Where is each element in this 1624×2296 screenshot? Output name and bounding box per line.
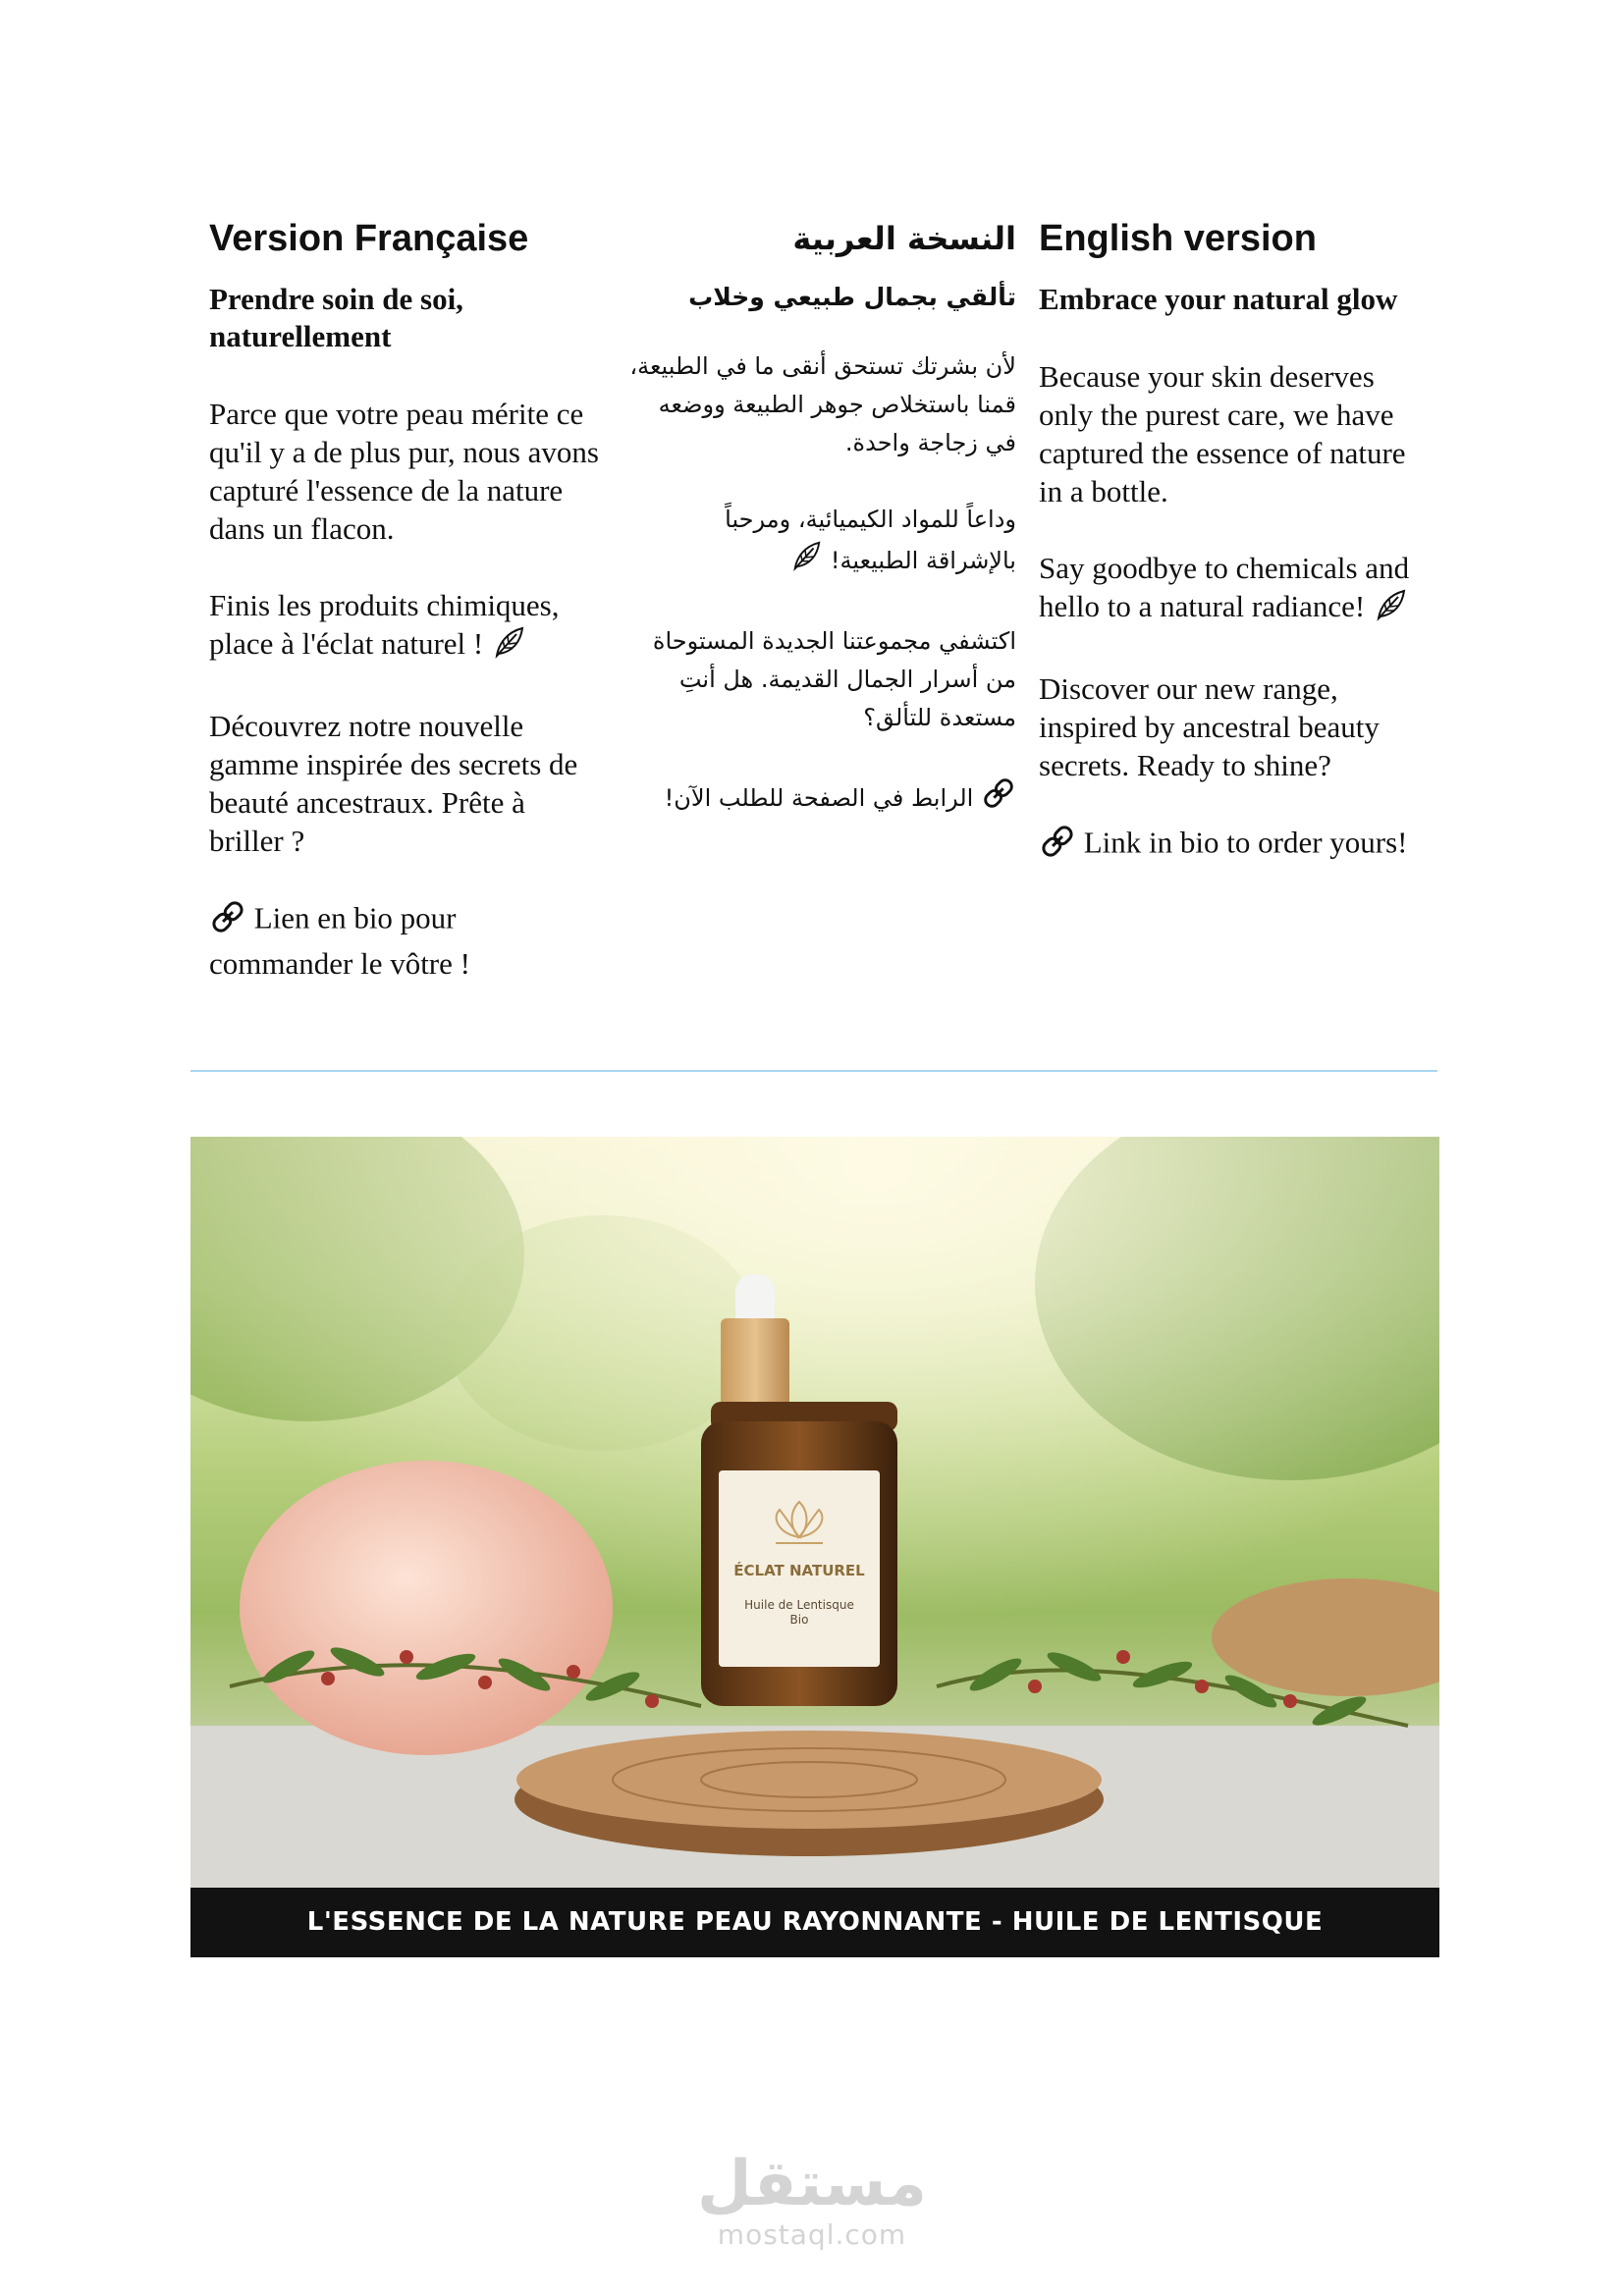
french-paragraph-2-text: Finis les produits chimiques, place à l'éclat naturel ! (209, 588, 560, 661)
link-icon (981, 775, 1016, 823)
english-heading: English version (1039, 218, 1317, 259)
watermark-arabic: مستقل (696, 2148, 928, 2220)
french-paragraph-2 (209, 586, 602, 668)
section-divider (190, 1070, 1437, 1072)
product-scene (190, 1137, 1439, 1888)
english-subtitle: Embrace your natural glow (1039, 282, 1398, 316)
watermark (0, 2150, 1624, 2252)
arabic-paragraph-2 (628, 501, 1016, 584)
arabic-column (628, 206, 1016, 861)
leaf-icon (789, 539, 823, 584)
english-paragraph-4 (1039, 823, 1432, 869)
leaf-icon (1373, 587, 1408, 631)
french-paragraph-4-text: Lien en bio pour commander le vôtre ! (209, 901, 470, 982)
french-paragraph-1: Parce que votre peau mérite ce qu'il y a de plus pur, nous avons capturé l'essence de la nature dans un flacon. (209, 397, 599, 546)
image-caption: L'ESSENCE DE LA NATURE PEAU RAYONNANTE - HUILE DE LENTISQUE (190, 1888, 1439, 1957)
french-paragraph-4 (209, 898, 602, 983)
arabic-paragraph-2-text: وداعاً للمواد الكيميائية، ومرحباً بالإشراقة الطبيعية! (725, 506, 1016, 574)
link-icon (1039, 823, 1076, 869)
leaf-icon (491, 624, 526, 668)
english-paragraph-2-text: Say goodbye to chemicals and hello to a natural radiance! (1039, 551, 1410, 623)
english-paragraph-2 (1039, 549, 1432, 631)
french-paragraph-3: Découvrez notre nouvelle gamme inspirée des secrets de beauté ancestraux. Prête à briller ? (209, 709, 578, 859)
arabic-paragraph-1: لأن بشرتك تستحق أنقى ما في الطبيعة، قمنا باستخلاص جوهر الطبيعة ووضعه في زجاجة واحدة. (629, 352, 1016, 456)
arabic-paragraph-4-text: الرابط في الصفحة للطلب الآن! (664, 784, 974, 812)
english-paragraph-1: Because your skin deserves only the purest care, we have captured the essence of nature in a bottle. (1039, 359, 1406, 508)
watermark-latin: mostaql.com (717, 2218, 907, 2251)
product-photo (190, 1137, 1439, 1957)
french-heading: Version Française (209, 218, 529, 259)
arabic-subtitle: تألقي بجمال طبيعي وخلاب (688, 283, 1016, 311)
french-column (209, 206, 602, 1021)
arabic-paragraph-3: اكتشفي مجموعتنا الجديدة المستوحاة من أسرار الجمال القديمة. هل أنتِ مستعدة للتألق؟ (652, 627, 1016, 731)
link-icon (209, 898, 246, 944)
english-paragraph-4-text: Link in bio to order yours! (1083, 826, 1408, 860)
arabic-paragraph-4 (628, 775, 1016, 823)
arabic-heading: النسخة العربية (792, 220, 1016, 257)
french-subtitle: Prendre soin de soi, naturellement (209, 282, 463, 353)
product-label-brand: ÉCLAT NATUREL (733, 1562, 865, 1579)
product-label-name: Huile de Lentisque Bio (744, 1598, 854, 1627)
english-column (1039, 206, 1432, 907)
english-paragraph-3: Discover our new range, inspired by ancestral beauty secrets. Ready to shine? (1039, 671, 1380, 783)
